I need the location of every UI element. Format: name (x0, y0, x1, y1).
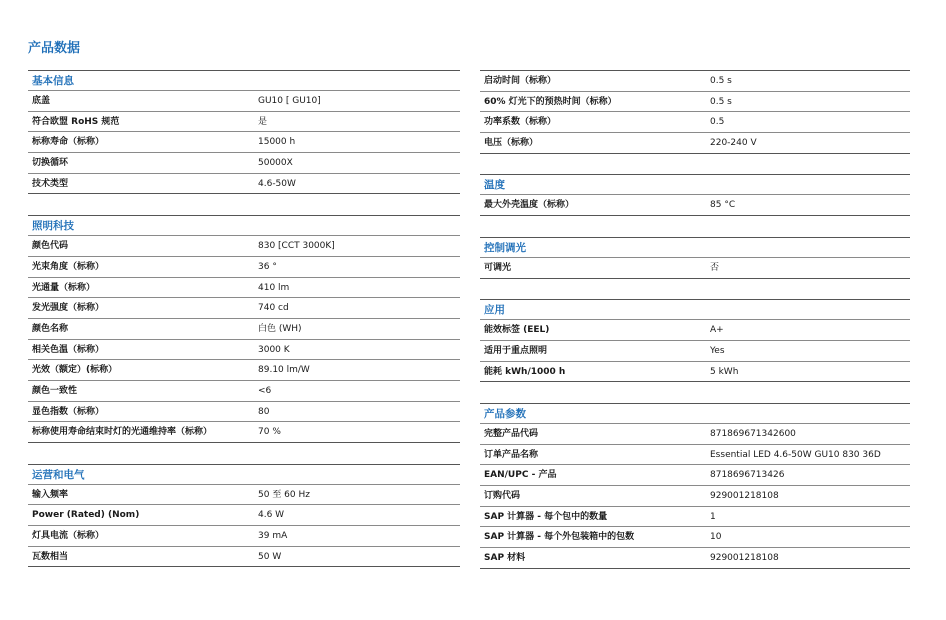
spec-row (480, 341, 910, 362)
section-heading: 温度 (480, 174, 910, 195)
spec-row (28, 91, 460, 112)
spec-value: 15000 h (258, 137, 296, 148)
spec-row (28, 381, 460, 402)
spec-row (28, 153, 460, 174)
spec-row (28, 526, 460, 547)
spec-value: 否 (710, 262, 720, 273)
spec-row (480, 112, 910, 133)
spec-key: 能效标签 (EEL) (484, 325, 550, 336)
spec-key: 标称使用寿命结束时灯的光通维持率（标称） (32, 427, 213, 438)
spec-row (480, 445, 910, 466)
spec-key: 颜色一致性 (32, 385, 78, 396)
section-gap (28, 443, 460, 464)
spec-key: EAN/UPC - 产品 (484, 470, 557, 481)
right-column (480, 70, 910, 569)
spec-key: 订购代码 (484, 491, 521, 501)
spec-row (480, 527, 910, 548)
spec-key: 符合欧盟 RoHS 规范 (32, 116, 120, 127)
spec-value: 50000X (258, 158, 293, 169)
spec-value: 0.5 s (710, 76, 732, 86)
spec-key: 相关色温（标称） (32, 344, 105, 355)
spec-value: 410 lm (258, 282, 290, 293)
spec-value: 85 °C (710, 200, 736, 211)
spec-key: 可调光 (484, 262, 512, 273)
spec-row (28, 236, 460, 257)
spec-key: SAP 计算器 - 每个外包装箱中的包数 (484, 532, 635, 543)
spec-key: 底盖 (32, 96, 51, 106)
spec-key: 标称寿命（标称） (32, 137, 105, 148)
spec-value: 10 (710, 532, 722, 543)
spec-value: 4.6-50W (258, 178, 296, 189)
spec-value: 929001218108 (710, 553, 779, 564)
page-title: 产品数据 (28, 41, 81, 56)
spec-key: 光效（额定）(标称） (32, 365, 118, 376)
spec-row (480, 133, 910, 154)
spec-key: 适用于重点照明 (484, 345, 548, 356)
spec-value: 39 mA (258, 531, 288, 542)
spec-value: 是 (258, 116, 268, 127)
spec-key: 电压（标称） (484, 138, 539, 149)
spec-value: 50 W (258, 551, 282, 562)
spec-key: Power (Rated) (Nom) (32, 510, 140, 521)
spec-value: 0.5 (710, 117, 725, 128)
spec-row (480, 507, 910, 528)
spec-row (480, 92, 910, 113)
spec-row (28, 174, 460, 195)
spec-row (28, 112, 460, 133)
spec-row (480, 465, 910, 486)
section-heading: 运营和电气 (28, 464, 460, 485)
spec-row (480, 424, 910, 445)
spec-value: 8718696713426 (710, 470, 785, 481)
left-column (28, 70, 460, 567)
spec-key: 灯具电流（标称） (32, 531, 105, 542)
spec-key: 光通量（标称） (32, 282, 96, 293)
spec-row (28, 340, 460, 361)
spec-key: 输入频率 (32, 489, 69, 500)
spec-key: 发光强度（标称） (32, 303, 105, 314)
spec-value: 0.5 s (710, 96, 732, 107)
spec-key: SAP 计算器 - 每个包中的数量 (484, 511, 608, 522)
spec-key: 能耗 kWh/1000 h (484, 366, 566, 377)
spec-key: 60% 灯光下的预热时间（标称） (484, 96, 617, 107)
spec-value: 80 (258, 406, 270, 417)
section-gap (480, 154, 910, 175)
spec-row (480, 320, 910, 341)
spec-value: 50 至 60 Hz (258, 489, 310, 500)
spec-value: 220-240 V (710, 138, 757, 149)
spec-value: 929001218108 (710, 491, 779, 501)
spec-row (480, 258, 910, 279)
spec-value: 871869671342600 (710, 428, 796, 439)
spec-value: 70 % (258, 427, 281, 438)
spec-row (480, 362, 910, 383)
spec-key: 完整产品代码 (484, 428, 539, 439)
spec-row (480, 548, 910, 569)
spec-value: 740 cd (258, 303, 289, 314)
spec-value: 3000 K (258, 344, 290, 355)
spec-row (28, 360, 460, 381)
spec-row (28, 278, 460, 299)
spec-value: 36 ° (258, 261, 277, 272)
spec-value: <6 (258, 385, 272, 396)
spec-value: A+ (710, 325, 724, 336)
section-gap (480, 216, 910, 237)
spec-key: 最大外壳温度（标称） (484, 200, 575, 211)
spec-value: Essential LED 4.6-50W GU10 830 36D (710, 449, 881, 460)
section-heading: 基本信息 (28, 70, 460, 91)
spec-row (28, 402, 460, 423)
section-heading: 照明科技 (28, 215, 460, 236)
spec-value: GU10 [ GU10] (258, 96, 321, 106)
spec-row (28, 319, 460, 340)
spec-value: 5 kWh (710, 366, 739, 377)
spec-key: 颜色代码 (32, 241, 69, 252)
spec-key: 显色指数（标称） (32, 406, 105, 417)
spec-row (28, 485, 460, 506)
spec-value: Yes (710, 345, 725, 356)
spec-key: 颜色名称 (32, 323, 69, 334)
section-heading: 应用 (480, 299, 910, 320)
spec-key: 光束角度（标称） (32, 261, 105, 272)
spec-value: 4.6 W (258, 510, 285, 521)
spec-key: 功率系数（标称） (484, 117, 557, 128)
spec-value: 830 [CCT 3000K] (258, 241, 335, 252)
spec-row (28, 132, 460, 153)
spec-value: 白色 (WH) (258, 323, 302, 334)
spec-key: 切换循环 (32, 158, 69, 169)
spec-key: 技术类型 (32, 178, 69, 189)
spec-value: 1 (710, 511, 716, 522)
spec-row (28, 422, 460, 443)
section-heading: 产品参数 (480, 403, 910, 424)
spec-row (28, 298, 460, 319)
spec-row (28, 505, 460, 526)
spec-row (28, 547, 460, 568)
section-gap (28, 194, 460, 215)
spec-key: 瓦数相当 (32, 551, 69, 562)
spec-value: 89.10 lm/W (258, 365, 310, 376)
section-heading: 控制调光 (480, 237, 910, 258)
spec-key: 订单产品名称 (484, 449, 539, 460)
section-gap (480, 279, 910, 300)
spec-row (28, 257, 460, 278)
spec-key: SAP 材料 (484, 553, 526, 564)
section-gap (480, 382, 910, 403)
spec-row (480, 71, 910, 92)
spec-row (480, 195, 910, 216)
spec-row (480, 486, 910, 507)
spec-key: 启动时间（标称） (484, 76, 557, 86)
